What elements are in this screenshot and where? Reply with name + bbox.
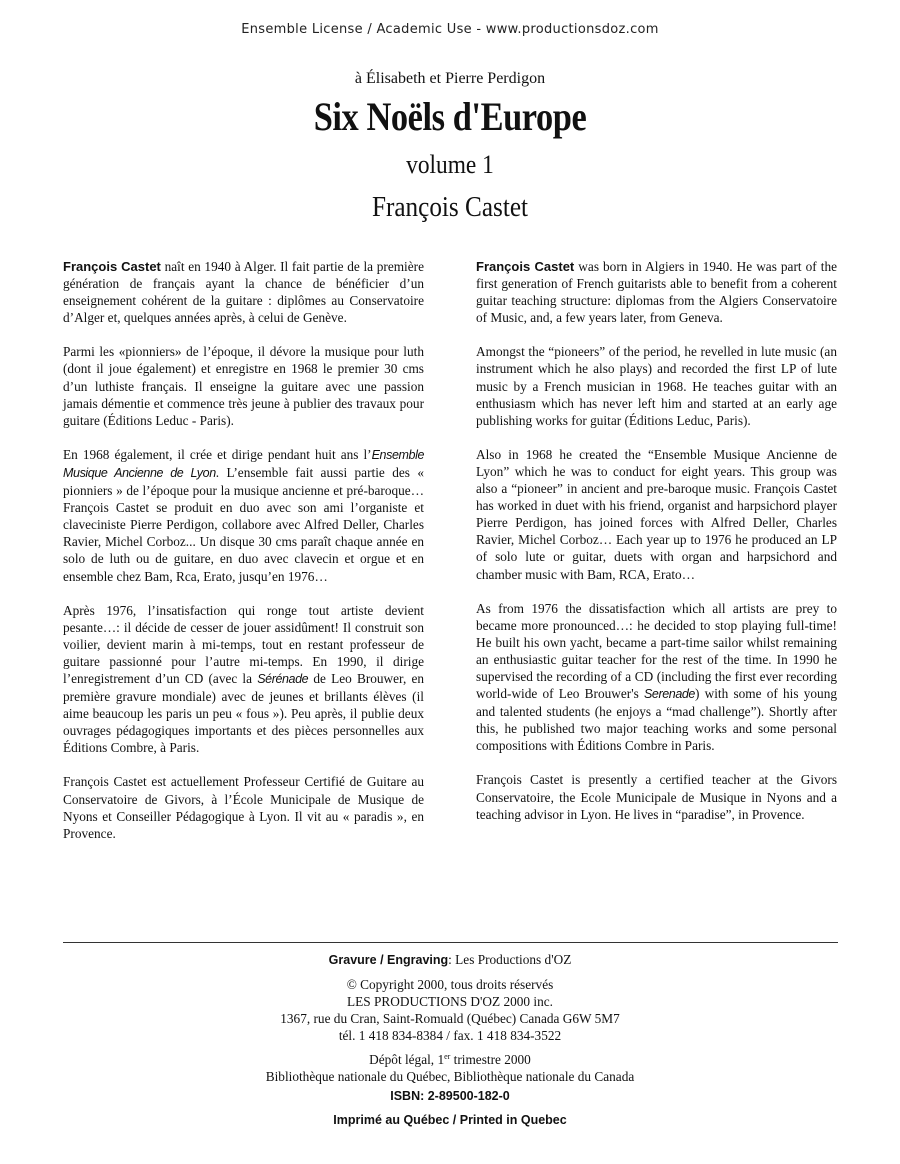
english-paragraph-4	[476, 600, 837, 755]
national-libraries: Bibliothèque nationale du Québec, Bibliothèque nationale du Canada	[265, 1069, 635, 1084]
publisher-address: 1367, rue du Cran, Saint-Romuald (Québec) Canada G6W 5M7	[280, 1011, 620, 1026]
isbn: ISBN: 2-89500-182-0	[390, 1089, 510, 1103]
volume-label: volume 1	[406, 150, 494, 179]
english-paragraph-1	[476, 258, 837, 326]
english-paragraph-2: Amongst the “pioneers” of the period, he revelled in lute music (an instrument which he also plays) and recorded the first LP of lute music by a French musician in 1968. He teaches guitar with an enthusiasm which has never left him and started at an early age publishing works for guitar (Éditions Leduc, Paris).	[476, 344, 837, 428]
french-paragraph-1	[63, 258, 424, 326]
english-p1-text: was born in Algiers in 1940. He was part of the first generation of French guitarists able to benefit from a coherent guitar teaching structure: diplomas from the Algiers Conservatoire of Music, and, a few years later, from Geneva.	[476, 259, 837, 326]
footer-divider	[63, 942, 838, 943]
engraving-line	[0, 951, 900, 969]
legal-deposit-sup: er	[444, 1052, 451, 1061]
publisher-name: LES PRODUCTIONS D'OZ 2000 inc.	[347, 994, 553, 1009]
english-paragraph-3: Also in 1968 he created the “Ensemble Musique Ancienne de Lyon” which he was to conduct for eight years. This group was also a “pioneer” in ancient and pre-baroque music. François Castet has worked in duet with his friend, organist and harpsichord player Pierre Perdigon, has joined forces with Alfred Deller, Charles Ravier, Michel Corboz… Each year up to 1976 he produced an LP of solo lute or guitar, duets with organ and harpsichord and chamber music with Bam, RCA, Erato…	[476, 446, 837, 582]
dedication: à Élisabeth et Pierre Perdigon	[354, 70, 546, 87]
french-p1-text: naît en 1940 à Alger. Il fait partie de la première génération de français ayant la chance de bénéficier d’un enseignement cohérent de la guitare : diplômes au Conservatoire d’Alger et, quelques années après, à celui de Genève.	[63, 259, 424, 326]
english-bio-name: François Castet	[476, 259, 575, 274]
footer-spacer	[0, 1044, 900, 1051]
english-p4-text-a: As from 1976 the dissatisfaction which all artists are prey to became more pronounced…: he decided to stop playing full-time! He built his own yacht, became a part-time sailor whilst remaining an enthusiastic guitar teacher for the rest of the time. In 1990 he supervised the recording of a CD (including the first ever recording world-wide of Leo Brouwer's	[476, 600, 837, 702]
french-bio-name: François Castet	[63, 259, 161, 274]
english-biography	[476, 258, 837, 840]
footer-spacer	[0, 1105, 900, 1112]
license-notice: Ensemble License / Academic Use - www.productionsdoz.com	[241, 22, 659, 37]
french-p3-text-b: . L’ensemble fait aussi partie des « pionniers » de l’époque pour la musique ancienne et pré-baroque… François Castet se produit en duo avec son ami l’organiste et claveciniste Pierre Perdigon, collabore avec Alfred Deller, Charles Ravier, Michel Corboz... Un disque 30 cms paraît chaque année en solo de luth ou de guitare, en duo avec clavecin et orgue et en ensemble chez Bam, Rca, Erato, jusqu’en 1976…	[63, 464, 424, 584]
french-ensemble-name: Ensemble Musique Ancienne de Lyon	[63, 447, 424, 480]
french-biography	[63, 258, 424, 859]
engraving-label: Gravure / Engraving	[328, 953, 449, 967]
french-paragraph-2: Parmi les «pionniers» de l’époque, il dévore la musique pour luth (dont il joue également) et enregistre en 1968 le premier 30 cms d’un luthiste français. Il enseigne la guitare avec une passion jamais démentie et commence très jeune à publier des travaux pour guitare (Éditions Leduc - Paris).	[63, 344, 424, 428]
publisher-footer	[0, 951, 900, 1129]
engraving-value: : Les Productions d'OZ	[448, 952, 572, 967]
footer-spacer	[0, 969, 900, 976]
legal-deposit-b: trimestre 2000	[450, 1052, 531, 1067]
french-p3-text-a: En 1968 également, il crée et dirige pendant huit ans l’	[63, 446, 372, 462]
french-paragraph-4	[63, 602, 424, 757]
french-paragraph-3	[63, 446, 424, 585]
publisher-phone: tél. 1 418 834-8384 / fax. 1 418 834-3522	[338, 1028, 562, 1043]
printed-in: Imprimé au Québec / Printed in Quebec	[333, 1113, 567, 1127]
legal-deposit-a: Dépôt légal, 1	[369, 1052, 445, 1067]
english-serenade-title: Serenade	[643, 687, 695, 702]
french-serenade-title: Sérénade	[257, 671, 309, 686]
french-p4-text-a: Après 1976, l’insatisfaction qui ronge tout artiste devient pesante…: il décide de cesser de jouer assidûment! Il construit son voilier, devient marin à mi-temps, tout en restant professeur de guitare passionné pour l’autre mi-temps. En 1990, il dirige l’enregistrement d’un CD (avec la	[63, 602, 424, 686]
english-paragraph-5: François Castet is presently a certified teacher at the Givors Conservatoire, the Ecole Municipale de Musique in Nyons and a teaching advisor in Lyon. He lives in “paradise”, in Provence.	[476, 772, 837, 822]
french-paragraph-5: François Castet est actuellement Professeur Certifié de Guitare au Conservatoire de Givors, à l’École Municipale de Musique de Nyons et Conseiller Pédagogique à Lyon. Il vit au « paradis », en Provence.	[63, 774, 424, 841]
composer-name: François Castet	[371, 192, 529, 223]
legal-deposit-line	[0, 1051, 900, 1068]
english-p4-text-b: ) with some of his young and talented students (he enjoys a “mad challenge”). Shortly after this, he published two major teaching works and some personal compositions with Éditions Combre in Paris.	[476, 686, 837, 754]
copyright-line: © Copyright 2000, tous droits réservés	[346, 977, 554, 992]
page-title: Six Noëls d'Europe	[313, 94, 587, 139]
french-p4-text-b: de Leo Brouwer, en première gravure mondiale) avec de jeunes et brillants élèves (il aime beaucoup les paris un peu « fous »). Peu après, il publie deux ouvrages pédagogiques importants et des pièces personnelles aux Éditions Combre, à Paris.	[63, 670, 424, 756]
